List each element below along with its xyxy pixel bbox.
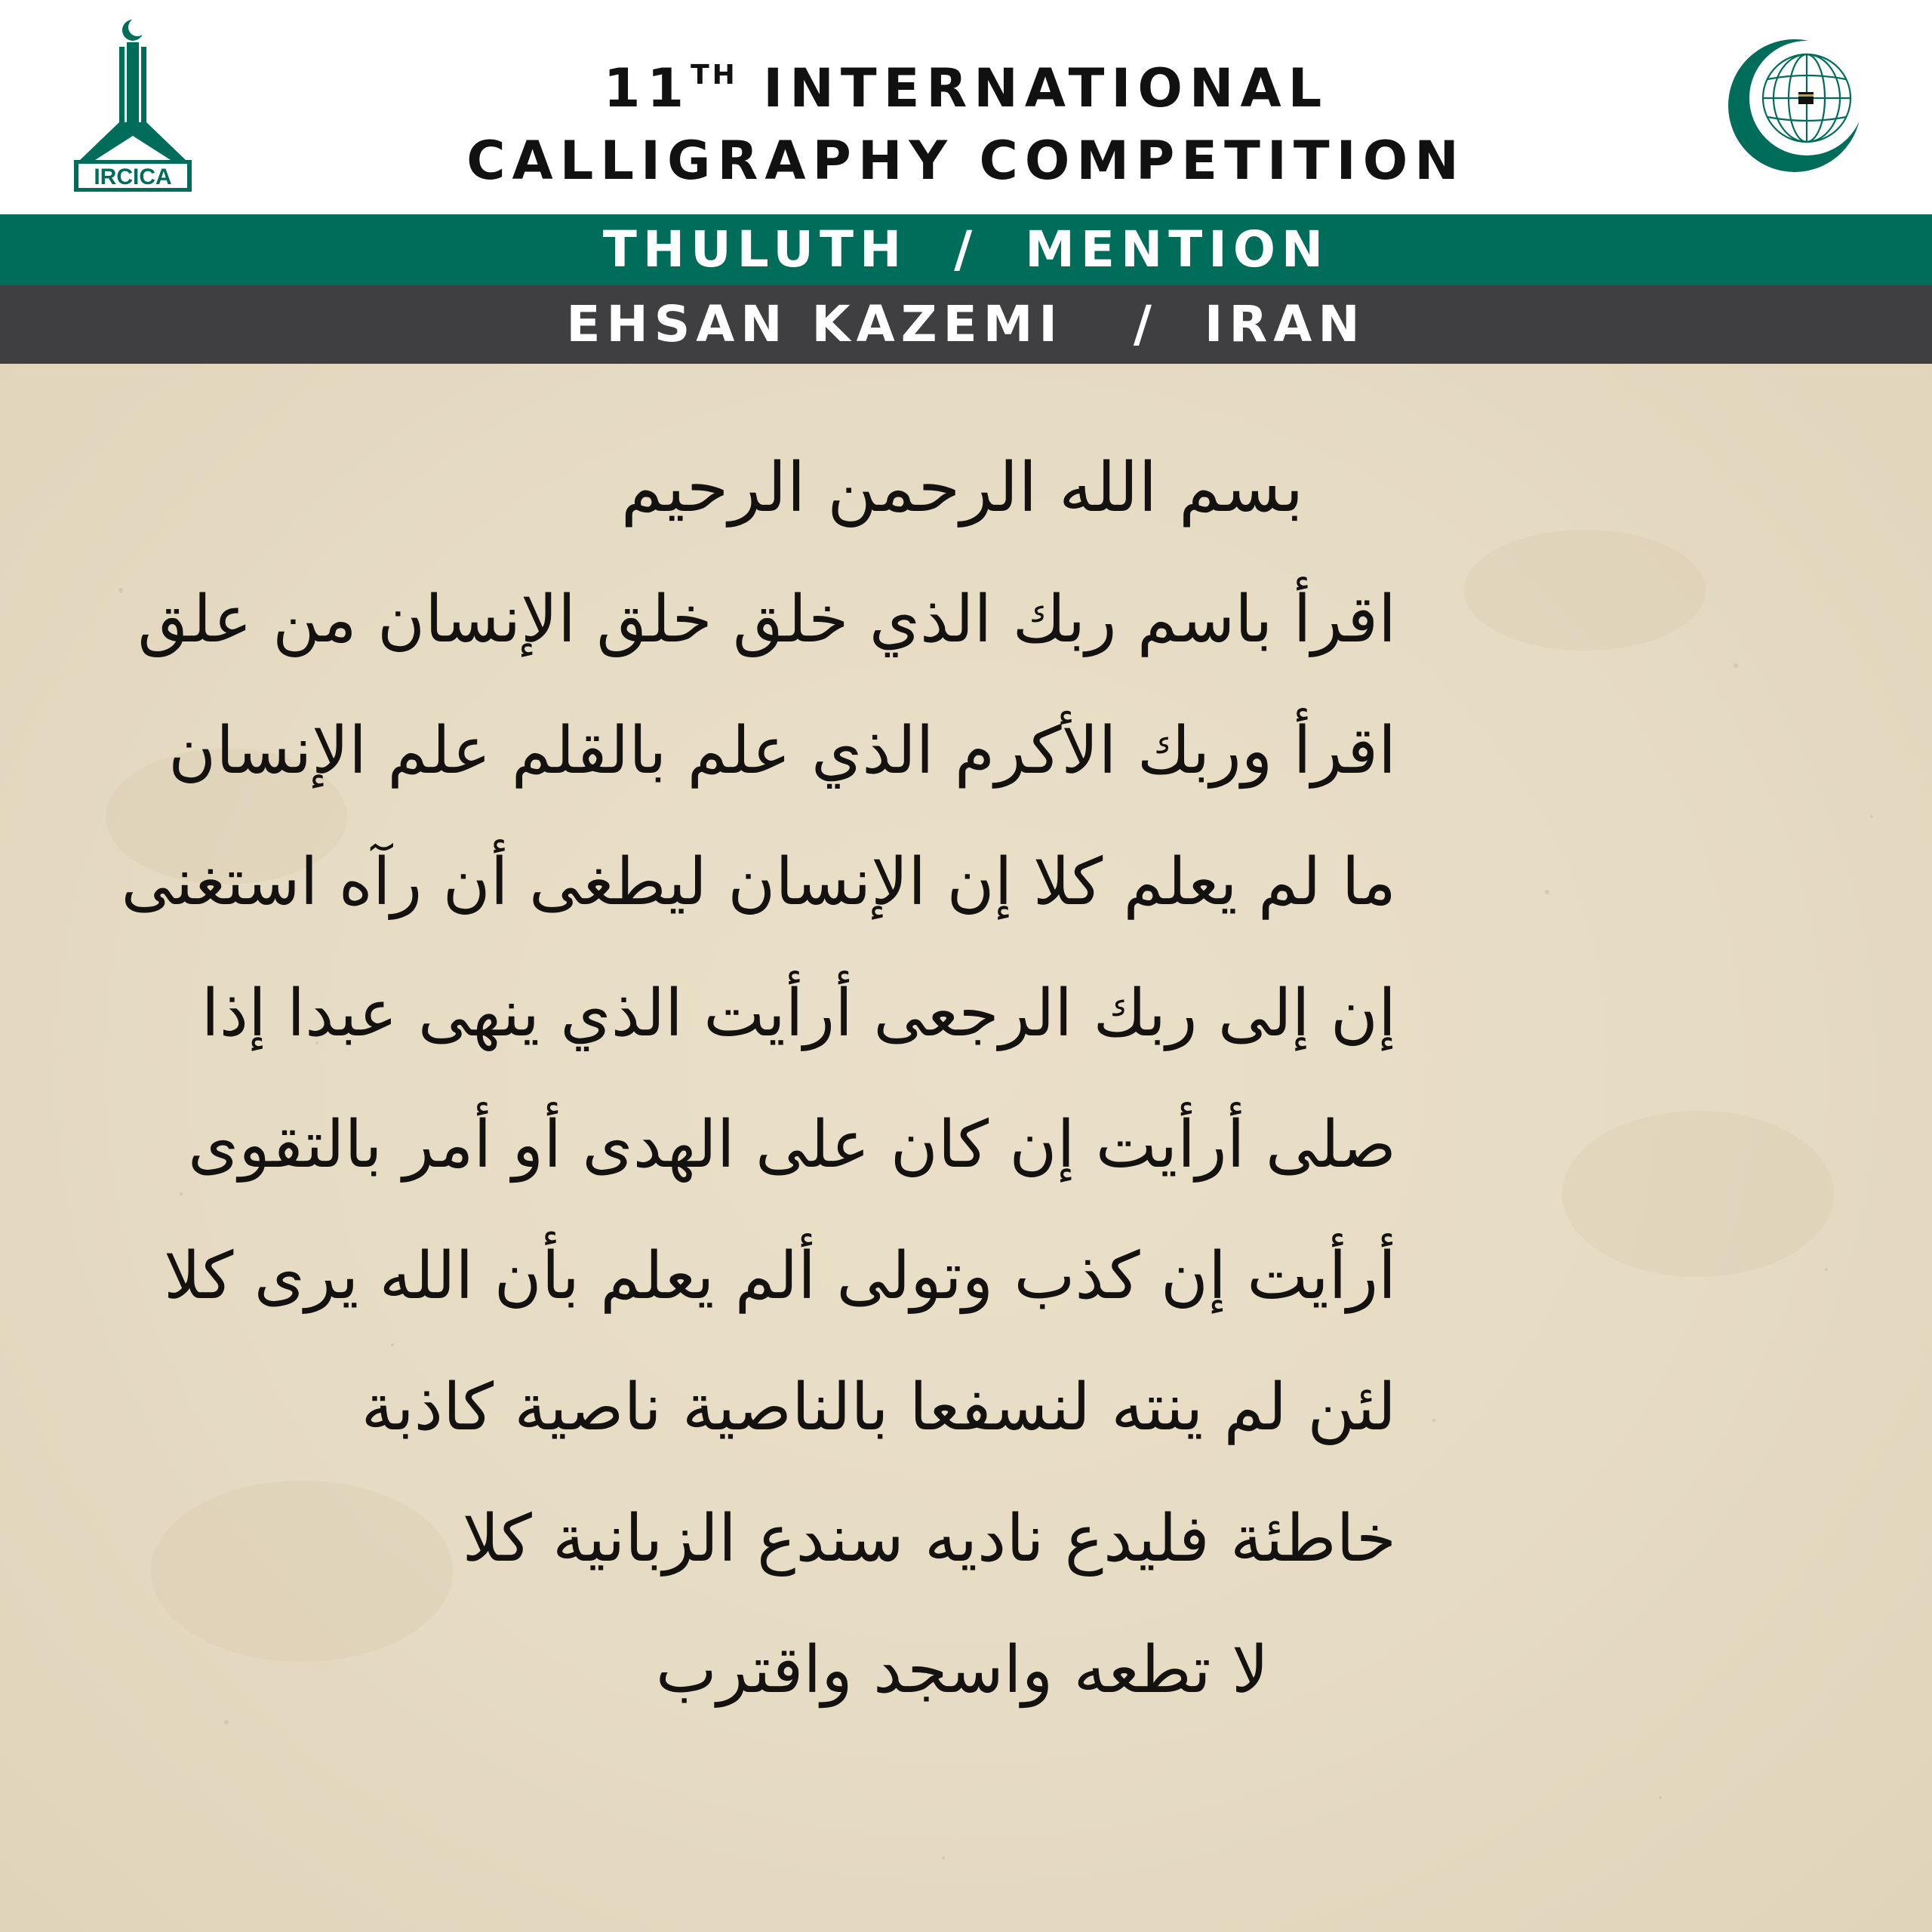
artist-text: EHSAN KAZEMI / IRAN [566,295,1366,353]
title-line-2: CALLIGRAPHY COMPETITION [466,130,1466,192]
category-band [0,214,1932,285]
artist-band [0,285,1932,364]
ircica-logo-text: IRCICA [94,165,172,189]
calligraphy-line: بسم الله الرحمن الرحيم [620,448,1304,528]
competition-title [0,39,1932,197]
calligraphy-artwork [0,364,1932,1932]
calligraphy-line: اقرأ وربك الأكرم الذي علم بالقلم علم الإنسان [168,713,1396,789]
title-line-1: 11TH INTERNATIONAL [603,57,1329,119]
oic-logo [1727,38,1863,174]
category-text: THULUTH / MENTION [602,220,1330,278]
calligraphy-line: خاطئة فليدع ناديه سندع الزبانية كلا [462,1501,1396,1577]
calligraphy-line: لا تطعه واسجد واقترب [655,1632,1269,1708]
calligraphy-line: إن إلى ربك الرجعى أرأيت الذي ينهى عبدا إذا [201,976,1396,1051]
calligraphy-line: اقرأ باسم ربك الذي خلق خلق الإنسان من علق [137,582,1396,657]
calligraphy-line: أرأيت إن كذب وتولى ألم يعلم بأن الله يرى كلا [164,1238,1396,1314]
calligraphy-line: لئن لم ينته لنسفعا بالناصية ناصية كاذبة [361,1370,1396,1445]
calligraphy-line: صلى أرأيت إن كان على الهدى أو أمر بالتقوى [188,1107,1396,1183]
calligraphy-line: ما لم يعلم كلا إن الإنسان ليطغى أن رآه استغنى [121,844,1396,920]
header [0,0,1932,214]
